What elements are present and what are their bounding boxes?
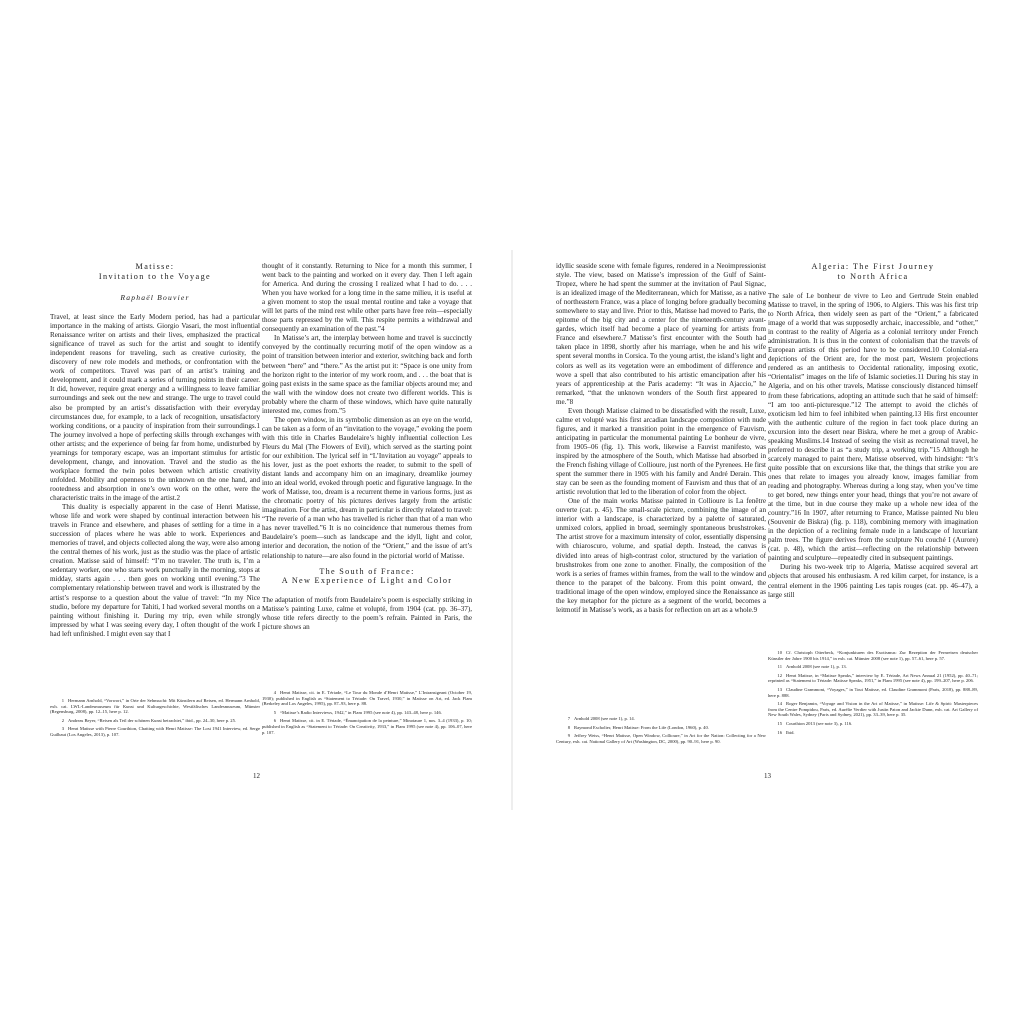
footnote-text: Jeffrey Weiss, “Henri Matisse, Open Window, Collioure,” in Art for the Nation: Collecting for a New Century, exh. cat. National Gallery of Art (Washington, DC, 2000), pp. 90–91, here p. 90.	[556, 733, 766, 744]
footnote-number: 15	[777, 720, 782, 726]
footnote-text: Arnhold 2008 (see note 1), p. 14.	[574, 716, 635, 721]
footnote-text: Courthion 2013 (see note 3), p. 116.	[786, 720, 853, 726]
paragraph: The open window, in its symbolic dimension as an eye on the world, can be taken as a form of an “invitation to the voyage,” evoking the poem with this title in Charles Baudelaire’s highly influential collection Les Fleurs du Mal (The Flowers of Evil), which served as the starting point for our exhibition. The lyrical self in “L’Invitation au voyage” appeals to his lover, just as the poet exhorts the reader, to submit to the spell of distant lands and accompany him on an imaginary, dreamlike journey into an ideal world, evoked through poetic and figurative language. In the work of Matisse, too, dream is a recurrent theme in various forms, just as the chromatic poetry of his pictures derives largely from the artistic imagination. For the artist, dream in particular is directly related to travel: “The reverie of a man who has travelled is richer than that of a man who has never travelled.”6 It is no coincidence that numerous themes from Baudelaire’s poem—such as landscape and the idyll, light and color, interior and decoration, the notion of the “Orient,” and the issue of art’s relationship to nature—are also found in the pictorial world of Matisse.	[262, 415, 472, 560]
footnote-number: 7	[567, 716, 570, 721]
essay-title-line-1: Matisse:	[135, 262, 175, 271]
body-text	[768, 292, 978, 600]
footnote-number: 6	[273, 718, 276, 724]
right-page-column-1	[556, 262, 766, 615]
paragraph: idyllic seaside scene with female figures, rendered in a Neoimpressionist style. The view, based on Matisse’s impression of the Gulf of Saint-Tropez, where he had spent the summer at the invitation of Paul Signac, is an idealized image of the Mediterranean, which for Matisse, as a native of northeastern France, was a place of longing before gradually becoming somewhere to stay and live. Prior to this, Matisse had moved to Paris, the epitome of the big city and a center for the nineteenth-century avant-gardes, which itself had become a place of yearning for artists from France and elsewhere.7 Matisse’s first encounter with the South had taken place in 1898, shortly after his marriage, when he and his wife spent several months in Corsica. To the young artist, the island’s light and colors as well as its vegetation were an embodiment of difference and wove a spell that also contributed to his artistic emancipation after his years of apprenticeship at the Paris academy: “It was in Ajaccio,” he remarked, “that the unknown wonders of the South first appeared to me.”8	[556, 262, 766, 406]
body-text	[262, 262, 472, 561]
footnote-number: 3	[61, 726, 64, 732]
body-text	[556, 262, 766, 615]
footnotes	[768, 650, 978, 738]
footnote	[768, 730, 978, 736]
paragraph: Travel, at least since the Early Modern period, has had a particular importance in the making of artists. Giorgio Vasari, the most influential Renaissance writer on artists and their lives, emphasized the practical significance of travel as such for the artist and sought to identify independent reasons for traveling, such as creative curiosity, the discovery of new role models and methods, or confrontation with the work of competitors. Travel was part of an artist’s training and development, and it could mark a series of turning points in their career. It did, however, require great energy and a willingness to leave familiar surroundings and seek out the new and strange. The urge to travel could also be prompted by an artist’s dissatisfaction with their everyday circumstances due, for example, to a lack of recognition, unsatisfactory working conditions, or a paucity of inspiration from their surroundings.1 The journey involved a hope of perfecting skills through exchanges with other artists; and the experience of being far from home, undisturbed by yearnings for temporary escape, was an important stimulus for artistic development, change, and innovation. Travel and the studio as the workplace formed the twin poles between which artistic creativity unfolded. Mobility and openness to the unknown on the one hand, and rootedness and absorption in one’s own work on the other, were the characteristic traits in the image of the artist.2	[50, 313, 260, 502]
footnote	[262, 718, 472, 735]
footnote	[556, 733, 766, 744]
footnote	[768, 673, 978, 684]
paragraph: The adaptation of motifs from Baudelaire’s poem is especially striking in Matisse’s painting Luxe, calme et volupté, from 1904 (cat. pp. 36–37), whose title refers directly to the poem’s refrain. Painted in Paris, the picture shows an	[262, 595, 472, 631]
footnote-number: 9	[567, 733, 570, 739]
footnote-text: “Matisse’s Radio Interviews, 1942,” in Flam 1995 (see note 4), pp. 143–48, here p. 146.	[280, 709, 442, 715]
footnote	[262, 710, 472, 716]
right-page	[512, 0, 1024, 1024]
footnote-text: Henri Matisse, cit. in E. Tériade, “Le Tour du Monde d’Henri Matisse,” L’Intransigeant (October 19, 1930); published in English as “Statement to Tériade: On Travel, 1930,” in Matisse on Art, ed. Jack Flam (Berkeley and Los Angeles, 1995), pp. 87–93, here p. 88.	[262, 690, 472, 707]
paragraph: During his two-week trip to Algeria, Matisse acquired several art objects that aroused his enthusiasm. A red kilim carpet, for instance, is a central element in the 1906 painting Les tapis rouges (cat. pp. 46–47), a large still	[768, 563, 978, 599]
left-page-column-1	[50, 262, 260, 639]
footnote	[50, 698, 260, 715]
footnote-text: Raymond Escholier, Henri Matisse: From the Life (London, 1960), p. 40.	[574, 724, 709, 730]
section-heading-line-1: Algeria: The First Journey	[811, 262, 935, 271]
footnote-number: 11	[777, 664, 782, 670]
footnote-number: 13	[777, 686, 782, 692]
footnote-number: 5	[273, 709, 276, 715]
page-number: 13	[764, 772, 771, 780]
footnote-text: Hermann Arnhold, “Vorwort,” in Orte der Sehnsucht: Mit Künstlern auf Reisen, ed. Hermann Arnhold, exh. cat. LWL-Landesmuseum für Kunst und Kulturgeschichte, Westfälisches Landesmuseum, Münster (Regensburg, 2008), pp. 12–15, here p. 12.	[50, 698, 260, 715]
footnote-number: 8	[567, 724, 570, 730]
footnote	[768, 650, 978, 661]
footnote	[50, 718, 260, 724]
footnote-text: Cf. Christoph Otterbeck, “Konjunkturen des Exotismus: Zur Rezeption der Fernreisen deutscher Künstler der Jahre 1900 bis 1914,” in exh. cat. Münster 2008 (see note 1), pp. 57–61, here p. 57.	[768, 650, 978, 661]
footnote-text: Henri Matisse with Pierre Courthion, Chatting with Henri Matisse: The Lost 1941 Interview, ed. Serge Guilbaut (Los Angeles, 2013), p. 107.	[50, 726, 260, 737]
footnote-text: Arnhold 2008 (see note 1), p. 13.	[786, 664, 847, 670]
paragraph: This duality is especially apparent in the case of Henri Matisse, whose life and work were shaped by continual interaction between his travels in France and elsewhere, and phases of settling for a time in a succession of places where he was able to work. Experiences and memories of travel, and objects collected along the way, were also among the central themes of his work, just as the studio was the place of artistic creation. Matisse said of himself: “I’m no traveler. The truth is, I’m a sedentary worker, one who starts work punctually in the morning, stops at midday, starts again . . . then goes on working until evening.”3 The complementary relationship between travel and work is illustrated by the artist’s response to a question about the value of travel: “In my Nice studio, before my departure for Tahiti, I had worked several months on a painting without finishing it. During my trip, even while strongly impressed by what I was seeing every day, I often thought of the work I had left unfinished. I might even say that I	[50, 503, 260, 638]
footnote	[556, 716, 766, 722]
page-number: 12	[253, 772, 260, 780]
footnotes	[262, 690, 472, 738]
footnote	[50, 726, 260, 737]
footnote	[262, 690, 472, 707]
essay-title-line-2: Invitation to the Voyage	[98, 271, 212, 281]
footnote-text: Roger Benjamin, “Voyage and Vision in the Art of Matisse,” in Matisse: Life & Spirit: Masterpieces from the Centre Pompidou, Paris, ed. Aurélie Verdier with Justin Paton and Jackie Dunn, exh. cat. Art Gallery of New South Wales, Sydney (Paris and Sydney, 2021), pp. 33–39, here p. 35.	[768, 701, 978, 718]
section-heading-line-2: to North Africa	[837, 271, 909, 281]
left-page-column-2	[262, 262, 472, 632]
paragraph: The sale of Le bonheur de vivre to Leo and Gertrude Stein enabled Matisse to travel, in the spring of 1906, to Algiers. This was his first trip to North Africa, then widely seen as part of the “Orient,” a fabricated image of a world that was supposedly archaic, inaccessible, and “other,” in contrast to the reality of Algeria as a colonial territory under French administration. It is thus in the context of colonialism that the travels of European artists of this period have to be considered.10 Colonial-era depictions of the Orient are, for the most part, Western projections rendered as an antithesis to Occidental rationality, imposing exotic, “Orientalist” images on the life of Islamic societies.11 During his stay in Algeria, and on his other travels, Matisse consciously distanced himself from these fabrications, adopting an attitude such that he said of himself: “I am too anti-picturesque.”12 The attempt to avoid the clichés of exoticism led him to feel inhibited when painting.13 His first encounter with the authentic culture of the region in fact took place during an excursion into the desert near Biskra, where he met a group of Arabic-speaking Muslims.14 Instead of seeing the visit as recreational travel, he preferred to describe it as “a study trip, a working trip.”15 Although he scarcely managed to paint there, Matisse observed, with hindsight: “It’s quite possible that on excursions like that, the things that strike you are ones that relate to images you already know, images familiar from reading and photography. Whereas during a long stay, when you’ve time to get bored, new things enter your head, things that you’re not aware of at the time, but in due course they make up a whole new idea of the country.”16 In 1907, after returning to France, Matisse painted Nu bleu (Souvenir de Biskra) (fig. p. 118), combining memory with imagination in the depiction of a reclining female nude in a landscape of luxuriant palm trees. The figure derives from the sculpture Nu couché I (Aurore) (cat. p. 48), which the artist—reflecting on the relationship between painting and sculpture—repeatedly cited in subsequent paintings.	[768, 292, 978, 563]
footnote	[768, 721, 978, 727]
body-text	[262, 596, 472, 632]
body-text	[50, 313, 260, 639]
footnote-text: Andreas Beyer, “Reisen als Teil der schönen Kunst betrachtet,” ibid., pp. 24–30, here p. 25.	[68, 717, 237, 723]
footnotes	[556, 716, 766, 747]
paragraph: One of the main works Matisse painted in Collioure is La fenêtre ouverte (cat. p. 45). The small-scale picture, combining the image of an interior with a landscape, is characterized by a palette of saturated, unmixed colors, applied in broad, seemingly spontaneous brushstrokes. The artist strove for a maximum intensity of color, essentially dispensing with chiaroscuro, volume, and spatial depth. Instead, the canvas is divided into areas of high-contrast color, structured by the variation of brushstrokes from one zone to another. Finally, the composition of the work is a series of frames within frames, from the wall to the window and thence to the parapet of the balcony. From this point onward, the traditional image of the open window, employed since the Renaissance as the key metaphor for the picture as a segment of the world, becomes a leitmotif in Matisse’s work, as a basis for reflection on art as a whole.9	[556, 497, 766, 614]
footnote-number: 12	[777, 672, 782, 678]
footnote	[556, 725, 766, 731]
footnote	[768, 687, 978, 698]
paragraph: Even though Matisse claimed to be dissatisfied with the result, Luxe, calme et volupté was his first arcadian landscape composition with nude figures, and it marked a transition point in the emergence of Fauvism, anticipating in particular the monumental painting Le bonheur de vivre, from 1905–06 (fig. 1). This work, likewise a Fauvist manifesto, was inspired by the atmosphere of the South, which Matisse had absorbed in the French fishing village of Collioure, just north of the Pyrenees. He first spent the summer there in 1905 with his family and André Derain. This stay can be seen as the founding moment of Fauvism and thus that of an artistic revolution that led to the liberation of color from the object.	[556, 406, 767, 497]
paragraph: thought of it constantly. Returning to Nice for a month this summer, I went back to the painting and worked on it every day. Then I left again for America. And during the crossing I realized what I had to do. . . . When you have worked for a long time in the same milieu, it is useful at a given moment to stop the usual mental routine and take a voyage that will let parts of the mind rest while other parts have free rein—especially those parts repressed by the will. This respite permits a withdrawal and consequently an examination of the past.”4	[262, 262, 472, 334]
footnote-number: 16	[777, 729, 782, 735]
footnote	[768, 664, 978, 670]
section-heading-line-1: The South of France:	[319, 566, 415, 576]
section-heading-line-2: A New Experience of Light and Color	[281, 576, 453, 586]
paragraph: In Matisse’s art, the interplay between home and travel is succinctly conveyed by the continually recurring motif of the open window as a point of transition between interior and exterior, switching back and forth between “here” and “there.” As the artist put it: “Space is one unity from the horizon right to the interior of my work room, and . . . the boat that is going past exists in the same space as the familiar objects around me; and the wall with the window does not create two different worlds. This is probably where the charm of these windows, which have quite naturally interested me, comes from.”5	[262, 334, 472, 415]
footnote-number: 1	[61, 698, 64, 703]
footnote-text: Henri Matisse, in “Matisse Speaks,” interview by E. Tériade, Art News Annual 21 (1952), pp. 40–71; reprinted as “Statement to Tériade: Matisse Speaks, 1951,” in Flam 1995 (see note 4), pp. 199–207, here p. 206.	[768, 672, 978, 684]
footnote-text: Claudine Grammont, “Voyages,” in Tout Matisse, ed. Claudine Grammont (Paris, 2018), pp. 888–89, here p. 888.	[768, 686, 978, 698]
footnote-number: 4	[273, 690, 276, 695]
section-heading	[262, 567, 472, 586]
footnote-text: Ibid.	[786, 729, 795, 735]
footnote-text: Henri Matisse, cit. in E. Tériade, “Émancipation de la peinture,” Minotaure 1, nos. 3–4 (1933), p. 10; published in English as “Statement to Tériade: On Creativity, 1933,” in Flam 1995 (see note 4), pp. 106–07, here p. 107.	[262, 718, 472, 735]
footnote-number: 2	[61, 717, 64, 723]
footnotes	[50, 698, 260, 741]
footnote-number: 14	[777, 701, 782, 707]
footnote	[768, 701, 978, 718]
right-page-column-2	[768, 262, 978, 600]
footnote-number: 10	[777, 650, 782, 655]
author-name: Raphaël Bouvier	[120, 293, 190, 302]
